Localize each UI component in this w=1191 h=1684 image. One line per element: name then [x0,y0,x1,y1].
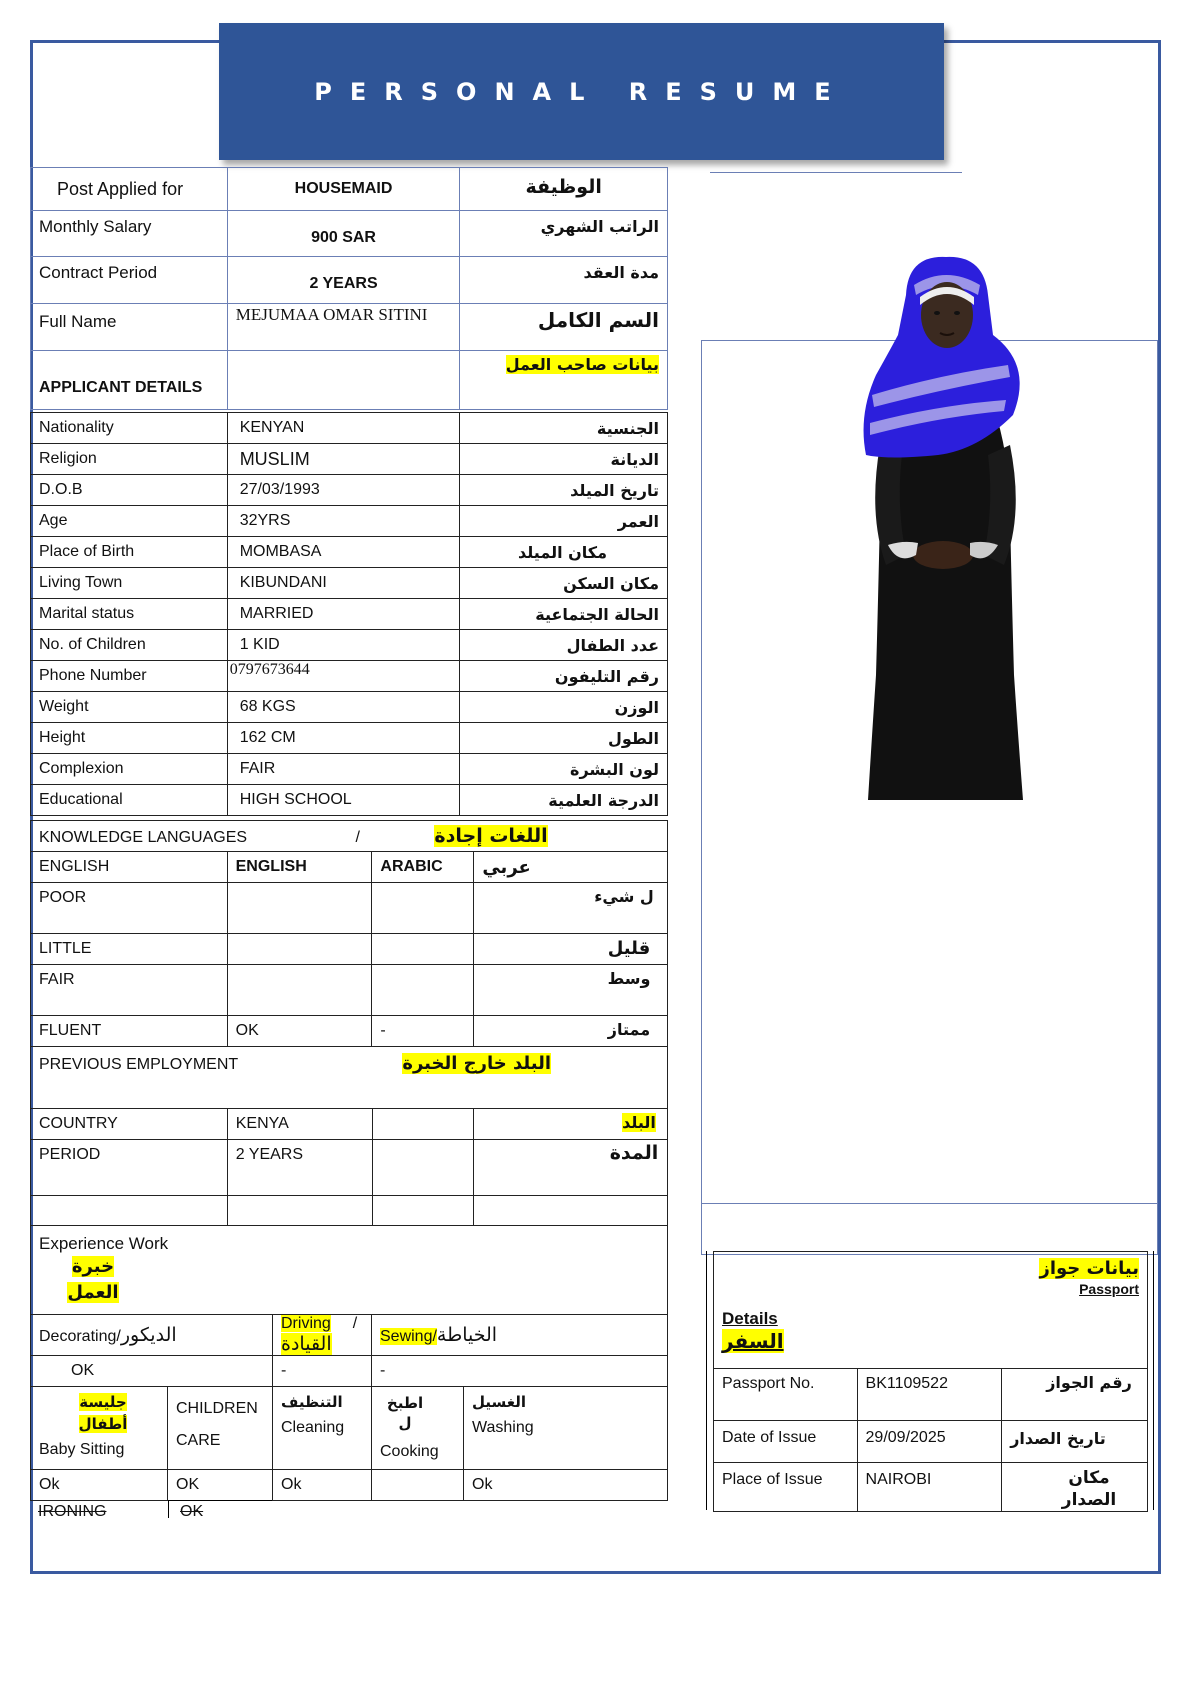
detail-value: MUSLIM [227,444,460,475]
detail-label: Place of Birth [31,537,228,568]
detail-row [31,537,668,568]
detail-row [31,692,668,723]
detail-row [31,754,668,785]
photo-top-line [710,172,962,173]
page-title: PERSONAL RESUME [314,77,849,106]
place-value: NAIROBI [857,1463,1002,1512]
lang-fluent-en: OK [227,1016,372,1047]
period-value: 2 YEARS [227,1140,372,1196]
cleaning-value: Ok [273,1470,372,1501]
place-ar: مكان الصدار [1002,1463,1148,1512]
lang-fluent-label-ar: ممتاز [474,1016,668,1047]
detail-ar: عدد الطفال [460,630,668,661]
contract-ar: مدة العقد [460,257,668,304]
detail-label: Complexion [31,754,228,785]
date-label: Date of Issue [714,1421,858,1463]
cooking-value [372,1470,464,1501]
cleaning: التنظيف Cleaning [273,1387,372,1470]
country-ar: البلد [474,1109,668,1140]
detail-row [31,785,668,816]
employment-header: PREVIOUS EMPLOYMENT البلد خارج الخبرة [31,1047,668,1109]
country-value: KENYA [227,1109,372,1140]
detail-value: MOMBASA [227,537,460,568]
detail-row [31,661,668,692]
post-ar: الوظيفة [460,168,668,211]
detail-ar: الدرجة العلمية [460,785,668,816]
detail-label: No. of Children [31,630,228,661]
date-value: 29/09/2025 [857,1421,1002,1463]
detail-label: Age [31,506,228,537]
detail-label: Weight [31,692,228,723]
detail-value: 0797673644 [227,661,460,692]
details-rows [31,413,668,816]
employment-table [30,1046,668,1226]
lang-col2: ENGLISH [227,852,372,883]
post-label: Post Applied for [31,168,228,211]
passport-table [713,1251,1148,1512]
photo-caption-row [701,1203,1158,1252]
detail-ar: مكان الميلد [460,537,668,568]
applicant-value [227,351,460,410]
lang-col3: ARABIC [372,852,474,883]
washing: الغسيل Washing [464,1387,668,1470]
name-value: MEJUMAA OMAR SITINI [227,304,460,351]
lang-poor-ar [372,883,474,934]
detail-ar: العمر [460,506,668,537]
detail-label: Educational [31,785,228,816]
detail-label: Religion [31,444,228,475]
children-value: OK [168,1470,273,1501]
baby-sitting: جليسة أطفال Baby Sitting [31,1387,168,1470]
post-value: HOUSEMAID [227,168,460,211]
detail-value: 162 CM [227,723,460,754]
detail-label: Height [31,723,228,754]
applicant-photo [858,255,1033,810]
detail-value: MARRIED [227,599,460,630]
ironing-label: IRONING [38,1503,107,1520]
detail-label: D.O.B [31,475,228,506]
detail-row [31,599,668,630]
lang-fair-en [227,965,372,1016]
lang-row-fair: FAIR [31,965,228,1016]
detail-ar: الوزن [460,692,668,723]
sewing-label: Sewing/الخياطة [372,1315,668,1356]
title-banner [219,23,944,160]
salary-label: Monthly Salary [31,211,228,257]
passport-header: بيانات جواز Passport Details السفر [714,1252,1148,1369]
name-label: Full Name [31,304,228,351]
passport-no-ar: رقم الجواز [1002,1369,1148,1421]
detail-ar: الجنسية [460,413,668,444]
lang-poor-label-ar: ل شيء [474,883,668,934]
lang-little-en [227,934,372,965]
detail-label: Living Town [31,568,228,599]
period-blank [372,1140,474,1196]
detail-value: FAIR [227,754,460,785]
detail-ar: الحالة الجتماعية [460,599,668,630]
applicant-ar: بيانات صاحب العمل [460,351,668,410]
empty-cell-4 [474,1196,668,1226]
lang-little-label-ar: قليل [474,934,668,965]
detail-ar: الطول [460,723,668,754]
name-ar: السم الكامل [460,304,668,351]
detail-value: KENYAN [227,413,460,444]
detail-label: Marital status [31,599,228,630]
salary-value: 900 SAR [227,211,460,257]
experience-table [30,1225,668,1501]
lang-row-fluent: FLUENT [31,1016,228,1047]
country-blank [372,1109,474,1140]
detail-label: Nationality [31,413,228,444]
detail-ar: تاريخ الميلد [460,475,668,506]
empty-cell-1 [31,1196,228,1226]
passport-no-label: Passport No. [714,1369,858,1421]
contract-value: 2 YEARS [227,257,460,304]
experience-header: Experience Work خبرة العمل [31,1226,668,1315]
detail-ar: لون البشرة [460,754,668,785]
empty-cell-3 [372,1196,474,1226]
washing-value: Ok [464,1470,668,1501]
ironing-divider [168,1500,272,1501]
applicant-label: APPLICANT DETAILS [31,351,228,410]
lang-poor-en [227,883,372,934]
detail-value: HIGH SCHOOL [227,785,460,816]
detail-row [31,413,668,444]
ironing-vline [168,1500,169,1518]
lang-fluent-ar: - [372,1016,474,1047]
detail-row [31,444,668,475]
languages-table [30,820,668,1047]
period-ar: المدة [474,1140,668,1196]
cooking: اطبخ ل Cooking [372,1387,464,1470]
detail-ar: رقم التليفون [460,661,668,692]
lang-fair-label-ar: وسط [474,965,668,1016]
country-label: COUNTRY [31,1109,228,1140]
passport-right-line [1153,1251,1154,1510]
lang-fair-ar [372,965,474,1016]
detail-row [31,568,668,599]
date-ar: تاريخ الصدار [1002,1421,1148,1463]
passport-no-value: BK1109522 [857,1369,1002,1421]
detail-ar: مكان السكن [460,568,668,599]
detail-row [31,506,668,537]
period-label: PERIOD [31,1140,228,1196]
lang-col4: عربي [474,852,668,883]
detail-value: 1 KID [227,630,460,661]
detail-ar: الديانة [460,444,668,475]
ironing-value: OK [180,1503,204,1520]
driving-value: - [273,1356,372,1387]
decorating-label: Decorating/الديكور [31,1315,273,1356]
detail-value: 27/03/1993 [227,475,460,506]
place-label: Place of Issue [714,1463,858,1512]
empty-cell-2 [227,1196,372,1226]
details-table [30,412,668,816]
passport-left-line [706,1251,707,1510]
decorating-value: OK [31,1356,273,1387]
lang-row-little: LITTLE [31,934,228,965]
detail-value: KIBUNDANI [227,568,460,599]
languages-header: KNOWLEDGE LANGUAGES / اللغات إجادة [31,821,668,852]
job-table [30,167,668,410]
contract-label: Contract Period [31,257,228,304]
detail-row [31,475,668,506]
lang-row-poor: POOR [31,883,228,934]
lang-col1: ENGLISH [31,852,228,883]
detail-value: 68 KGS [227,692,460,723]
baby-value: Ok [31,1470,168,1501]
detail-row [31,723,668,754]
children-care: CHILDREN CARE [168,1387,273,1470]
detail-row [31,630,668,661]
driving-label: Driving /القيادة [273,1315,372,1356]
lang-little-ar [372,934,474,965]
sewing-value: - [372,1356,668,1387]
detail-value: 32YRS [227,506,460,537]
salary-ar: الراتب الشهري [460,211,668,257]
detail-label: Phone Number [31,661,228,692]
